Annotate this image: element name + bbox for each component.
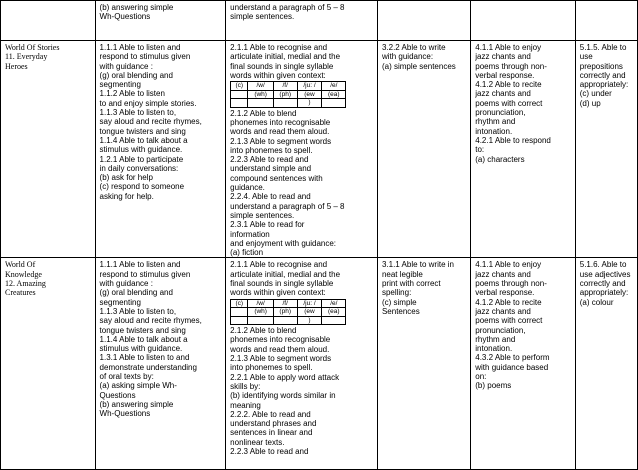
text-line: skills by: <box>230 381 261 391</box>
text-line: nonlinear texts. <box>230 437 285 447</box>
phoneme-cell <box>231 99 248 108</box>
text-line: 1.1.1 Able to listen and <box>99 260 181 270</box>
phoneme-cell: (ea) <box>322 308 346 317</box>
text-line: spelling: <box>381 288 412 298</box>
text-line: 1.2.1 Able to participate <box>99 154 184 164</box>
language-arts-cell <box>471 1 576 41</box>
text-line: 1.1.4 Able to talk about a <box>99 135 188 145</box>
text-line: (b) identifying words similar in <box>230 391 336 401</box>
text-line: jazz chants and <box>475 306 531 316</box>
text-line: 2.2.2. Able to read and <box>230 409 311 419</box>
text-line: (b) answering simple <box>99 399 174 409</box>
text-line: poems with correct <box>475 98 543 108</box>
phoneme-cell: /w/ <box>248 299 273 308</box>
text-line: in daily conversations: <box>99 163 179 173</box>
text-line: and enjoyment with guidance: <box>230 238 337 248</box>
text-line: pronunciation, <box>475 325 526 335</box>
text-line: Wh-Questions <box>99 12 151 22</box>
text-line: articulate initial, medial and the <box>230 269 341 279</box>
text-line: jazz chants and <box>475 89 531 99</box>
text-line: World Of <box>5 260 36 270</box>
text-line: words within given context: <box>230 70 326 80</box>
phoneme-cell <box>231 90 248 99</box>
phoneme-cell: /ju: / <box>297 82 322 91</box>
text-line: with guidance based <box>475 362 549 372</box>
text-line: Questions <box>99 390 136 400</box>
text-line: 2.1.1 Able to recognise and <box>230 260 328 270</box>
phoneme-cell: (ph) <box>273 308 297 317</box>
text-line: words and read them aloud. <box>230 344 330 354</box>
text-line: meaning <box>230 400 261 410</box>
text-line: verbal response. <box>475 288 535 298</box>
writing-cell <box>377 41 470 258</box>
text-line: understand simple and <box>230 164 312 174</box>
phoneme-cell: /f/ <box>273 299 297 308</box>
text-line: 2.1.3 Able to segment words <box>230 136 332 146</box>
text-line: say aloud and recite rhymes, <box>99 316 202 326</box>
phoneme-cell: ) <box>297 316 322 325</box>
text-line: 2.1.2 Able to blend <box>230 108 297 118</box>
table-row <box>1 1 638 41</box>
phoneme-cell: /f/ <box>273 82 297 91</box>
text-line: (a) fiction <box>230 248 264 258</box>
text-line: 4.1.2 Able to recite <box>475 80 542 90</box>
reading-cell <box>226 1 378 41</box>
text-line: understand a paragraph of 5 – 8 <box>230 201 345 211</box>
listening-cell <box>95 258 226 470</box>
text-line: jazz chants and <box>475 269 531 279</box>
text-line: with guidance : <box>99 61 153 71</box>
phoneme-cell: (wh) <box>248 90 273 99</box>
reading-cell <box>226 41 378 258</box>
language-arts-cell <box>471 258 576 470</box>
table-row <box>1 41 638 258</box>
listening-cell <box>95 1 226 41</box>
text-line: guidance. <box>230 183 265 193</box>
writing-cell <box>377 258 470 470</box>
text-line: phonemes into recognisable <box>230 335 331 345</box>
phoneme-cell: (c) <box>231 299 248 308</box>
phoneme-cell <box>248 316 273 325</box>
text-line: appropriately: <box>579 80 629 90</box>
text-line: 2.1.3 Able to segment words <box>230 354 332 364</box>
phoneme-cell: ) <box>297 99 322 108</box>
text-line: into phonemes to spell. <box>230 145 313 155</box>
text-line: tongue twisters and sing <box>99 126 186 136</box>
text-line: rhythm and <box>475 117 516 127</box>
phoneme-cell: (ew <box>297 90 322 99</box>
text-line: articulate initial, medial and the <box>230 52 341 62</box>
phoneme-table <box>230 81 346 108</box>
phoneme-cell <box>248 99 273 108</box>
text-line: (a) simple sentences <box>381 61 456 71</box>
text-line: understand a paragraph of 5 – 8 <box>230 3 345 12</box>
text-line: final sounds in single syllable <box>230 61 334 71</box>
text-line: (a) characters <box>475 154 525 164</box>
text-line: 4.1.2 Able to recite <box>475 297 542 307</box>
text-line: prepositions <box>579 61 623 71</box>
writing-cell <box>377 1 470 41</box>
text-line: 12. Amazing <box>5 279 46 289</box>
text-line: (c) under <box>579 89 612 99</box>
text-line: to and enjoy simple stories. <box>99 98 197 108</box>
text-line: (a) asking simple Wh- <box>99 381 177 391</box>
theme-cell <box>1 258 96 470</box>
text-line: Wh-Questions <box>99 409 151 419</box>
text-line: segmenting <box>99 80 141 90</box>
text-line: 5.1.5. Able to <box>579 43 627 52</box>
text-line: 2.3.1 Able to read for <box>230 220 305 230</box>
text-line: 2.1.1 Able to recognise and <box>230 43 328 52</box>
text-line: 1.3.1 Able to listen to and <box>99 353 190 363</box>
text-line: 1.1.4 Able to talk about a <box>99 334 188 344</box>
text-line: final sounds in single syllable <box>230 279 334 289</box>
text-line: poems through non- <box>475 279 547 289</box>
phoneme-cell <box>322 316 346 325</box>
text-line: 3.1.1 Able to write in <box>381 260 454 270</box>
reading-cell <box>226 258 378 470</box>
text-line: (d) up <box>579 98 601 108</box>
phoneme-cell: (c) <box>231 82 248 91</box>
text-line: Creatures <box>5 288 36 298</box>
text-line: segmenting <box>99 297 141 307</box>
text-line: 4.1.1 Able to enjoy <box>475 260 542 270</box>
phoneme-cell: /e/ <box>322 82 346 91</box>
text-line: tongue twisters and sing <box>99 325 186 335</box>
text-line: Knowledge <box>5 269 42 279</box>
phoneme-cell: /ju: / <box>297 299 322 308</box>
text-line: 2.2.3 Able to read and <box>230 155 309 165</box>
text-line: (c) simple <box>381 297 417 307</box>
text-line: jazz chants and <box>475 52 531 62</box>
text-line: stimulus with guidance. <box>99 344 183 354</box>
phoneme-cell <box>273 316 297 325</box>
text-line: 4.3.2 Able to perform <box>475 353 550 363</box>
text-line: print with correct <box>381 279 441 289</box>
text-line: (g) oral blending and <box>99 70 173 80</box>
text-line: (b) poems <box>475 381 512 391</box>
phoneme-cell: /e/ <box>322 299 346 308</box>
phoneme-cell: /w/ <box>248 82 273 91</box>
phoneme-cell <box>231 316 248 325</box>
text-line: (b) ask for help <box>99 173 153 183</box>
listening-cell <box>95 41 226 258</box>
text-line: appropriately: <box>579 288 629 298</box>
phoneme-cell: (ea) <box>322 90 346 99</box>
text-line: compound sentences with <box>230 173 323 183</box>
text-line: (b) answering simple <box>99 3 174 12</box>
phoneme-cell <box>273 99 297 108</box>
text-line: with guidance : <box>99 279 153 289</box>
phoneme-cell: (wh) <box>248 308 273 317</box>
text-line: say aloud and recite rhymes, <box>99 117 202 127</box>
text-line: verbal response. <box>475 70 535 80</box>
text-line: understand phrases and <box>230 419 317 429</box>
text-line: poems through non- <box>475 61 547 71</box>
text-line: 3.2.2 Able to write <box>381 43 446 52</box>
text-line: 4.2.1 Able to respond <box>475 135 551 145</box>
text-line: into phonemes to spell. <box>230 363 313 373</box>
theme-cell <box>1 41 96 258</box>
text-line: simple sentences. <box>230 12 295 22</box>
text-line: rhythm and <box>475 334 516 344</box>
text-line: (c) respond to someone <box>99 182 185 192</box>
text-line: 1.1.3 Able to listen to, <box>99 306 177 316</box>
theme-cell <box>1 1 96 41</box>
text-line: 5.1.6. Able to <box>579 260 627 270</box>
grammar-cell <box>575 258 637 470</box>
phoneme-cell: (ph) <box>273 90 297 99</box>
text-line: (g) oral blending and <box>99 288 173 298</box>
text-line: (a) colour <box>579 297 614 307</box>
text-line: poems with correct <box>475 316 543 326</box>
language-arts-cell <box>471 41 576 258</box>
text-line: respond to stimulus given <box>99 269 191 279</box>
text-line: use <box>579 52 593 62</box>
text-line: of oral texts by: <box>99 372 154 381</box>
text-line: 2.2.3 Able to read and <box>230 446 309 456</box>
text-line: World Of Stories <box>5 43 60 52</box>
grammar-cell <box>575 1 637 41</box>
text-line: intonation. <box>475 126 513 136</box>
text-line: information <box>230 229 270 239</box>
text-line: to: <box>475 145 485 155</box>
table-row <box>1 258 638 470</box>
text-line: with guidance: <box>381 52 434 62</box>
text-line: words and read them aloud. <box>230 127 330 137</box>
text-line: respond to stimulus given <box>99 52 191 62</box>
text-line: phonemes into recognisable <box>230 117 331 127</box>
text-line: 2.2.4. Able to read and <box>230 192 311 202</box>
text-line: 1.1.1 Able to listen and <box>99 43 181 52</box>
text-line: 4.1.1 Able to enjoy <box>475 43 542 52</box>
text-line: 2.2.1 Able to apply word attack <box>230 372 340 382</box>
phoneme-cell: (ew <box>297 308 322 317</box>
phoneme-table <box>230 299 346 326</box>
text-line: Heroes <box>5 61 28 71</box>
text-line: 1.1.2 Able to listen <box>99 89 165 99</box>
text-line: correctly and <box>579 70 626 80</box>
text-line: 1.1.3 Able to listen to, <box>99 108 177 118</box>
text-line: pronunciation, <box>475 108 526 118</box>
text-line: 11. Everyday <box>5 52 48 62</box>
text-line: asking for help. <box>99 191 154 201</box>
text-line: intonation. <box>475 344 513 354</box>
phoneme-cell <box>322 99 346 108</box>
text-line: correctly and <box>579 279 626 289</box>
text-line: 2.1.2 Able to blend <box>230 326 297 336</box>
grammar-cell <box>575 41 637 258</box>
text-line: sentences in linear and <box>230 428 313 438</box>
text-line: demonstrate understanding <box>99 362 197 372</box>
text-line: use adjectives <box>579 269 631 279</box>
text-line: on: <box>475 372 487 381</box>
phoneme-cell <box>231 308 248 317</box>
text-line: neat legible <box>381 269 423 279</box>
text-line: simple sentences. <box>230 210 295 220</box>
text-line: stimulus with guidance. <box>99 145 183 155</box>
text-line: Sentences <box>381 306 420 316</box>
text-line: words within given context: <box>230 288 326 298</box>
